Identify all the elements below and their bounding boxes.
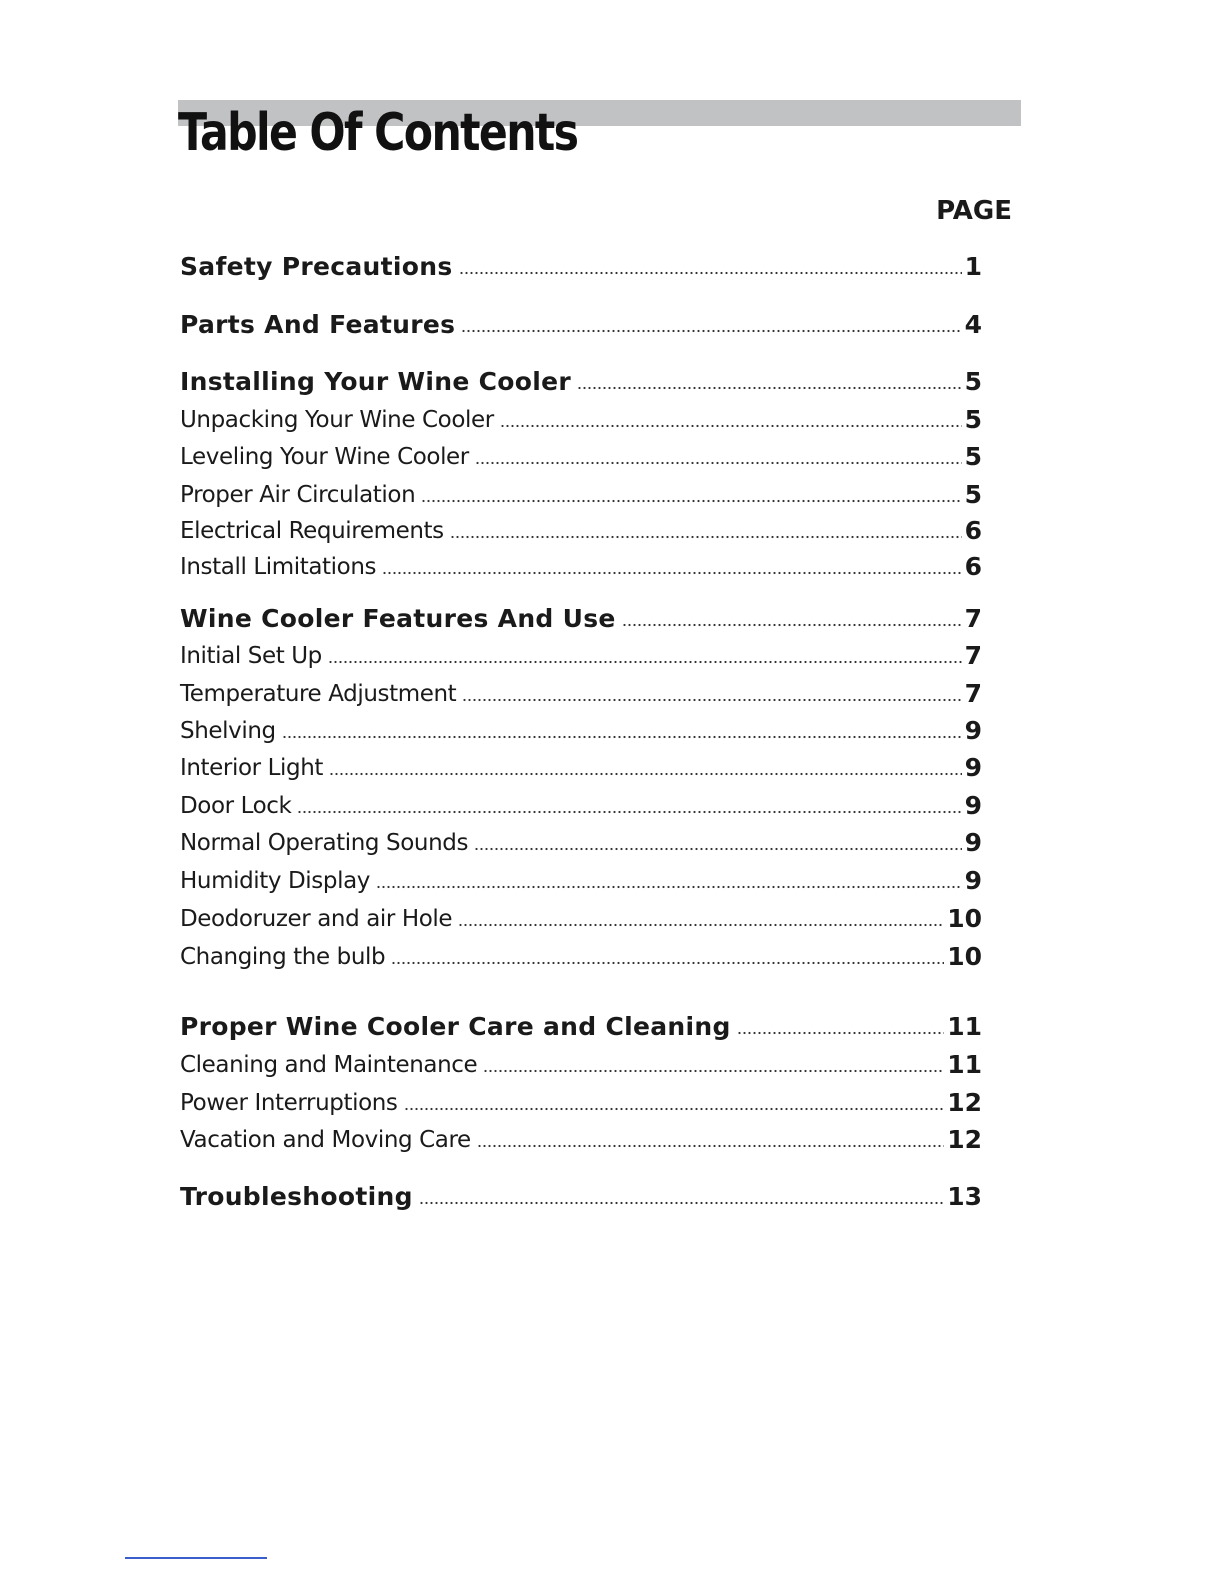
toc-entry-page-number: 12 [947,1125,982,1154]
toc-entry-page-number: 9 [964,716,982,745]
dot-leader [459,271,962,275]
toc-entry-label: Electrical Requirements [180,518,444,544]
toc-entry-proper-wine-cooler-care-and-cleaning[interactable] [180,1011,982,1043]
toc-entry-changing-the-bulb[interactable] [180,941,982,973]
dot-leader [328,660,962,664]
dot-leader [282,735,962,739]
toc-entry-label: Interior Light [180,755,324,781]
toc-entry-page-number: 6 [964,552,982,581]
toc-entry-page-number: 9 [964,753,982,782]
toc-entry-troubleshooting[interactable] [180,1181,982,1213]
toc-entry-normal-operating-sounds[interactable] [180,827,982,859]
page-column-header: PAGE [936,196,1012,226]
toc-entry-unpacking-your-wine-cooler[interactable] [180,404,982,436]
dot-leader [419,1201,944,1205]
toc-entry-label: Leveling Your Wine Cooler [180,444,469,470]
toc-entry-temperature-adjustment[interactable] [180,678,982,710]
toc-entry-page-number: 4 [964,310,982,339]
toc-entry-parts-and-features[interactable] [180,309,982,341]
toc-entry-vacation-and-moving-care[interactable] [180,1124,982,1156]
toc-entry-cleaning-and-maintenance[interactable] [180,1049,982,1081]
toc-entry-label: Troubleshooting [180,1182,413,1211]
toc-entry-label: Shelving [180,718,276,744]
dot-leader [391,961,944,965]
dot-leader [376,885,962,889]
toc-entry-page-number: 9 [964,791,982,820]
dot-leader [462,698,961,702]
toc-entry-electrical-requirements[interactable] [180,515,982,547]
toc-entry-label: Wine Cooler Features And Use [180,604,616,633]
dot-leader [474,847,962,851]
toc-entry-label: Safety Precautions [180,252,453,281]
toc-entry-label: Install Limitations [180,554,377,580]
toc-entry-label: Deodoruzer and air Hole [180,906,453,932]
toc-entry-label: Unpacking Your Wine Cooler [180,407,494,433]
toc-entry-page-number: 5 [964,367,982,396]
toc-entry-label: Installing Your Wine Cooler [180,367,571,396]
toc-entry-label: Normal Operating Sounds [180,830,469,856]
dot-leader [461,329,961,333]
toc-entry-page-number: 13 [947,1182,982,1211]
toc-entry-deodoruzer-and-air-hole[interactable] [180,903,982,935]
toc-entry-label: Vacation and Moving Care [180,1127,471,1153]
toc-entry-leveling-your-wine-cooler[interactable] [180,441,982,473]
toc-entry-page-number: 11 [947,1012,982,1041]
toc-entry-label: Parts And Features [180,310,456,339]
toc-entry-label: Changing the bulb [180,944,386,970]
toc-entry-page-number: 5 [964,442,982,471]
dot-leader [477,1144,944,1148]
dot-leader [483,1069,944,1073]
toc-entry-label: Power Interruptions [180,1090,398,1116]
toc-entry-shelving[interactable] [180,715,982,747]
toc-entry-page-number: 12 [947,1088,982,1117]
toc-entry-label: Humidity Display [180,868,370,894]
toc-entry-label: Cleaning and Maintenance [180,1052,478,1078]
toc-entry-label: Initial Set Up [180,643,322,669]
toc-entry-page-number: 10 [947,942,982,971]
toc-entry-door-lock[interactable] [180,790,982,822]
page-title: Table Of Contents [178,103,578,163]
toc-entry-label: Temperature Adjustment [180,681,457,707]
toc-entry-page-number: 1 [964,252,982,281]
toc-entry-interior-light[interactable] [180,752,982,784]
toc-entry-page-number: 7 [964,641,982,670]
toc-entry-page-number: 9 [964,866,982,895]
dot-leader [382,571,961,575]
bottom-rule [125,1557,267,1559]
toc-entry-page-number: 5 [964,405,982,434]
dot-leader [737,1031,945,1035]
toc-entry-page-number: 11 [947,1050,982,1079]
toc-entry-label: Proper Air Circulation [180,482,416,508]
dot-leader [475,461,962,465]
toc-entry-page-number: 5 [964,480,982,509]
toc-entry-page-number: 10 [947,904,982,933]
dot-leader [297,810,961,814]
toc-entry-wine-cooler-features-and-use[interactable] [180,603,982,635]
dot-leader [404,1107,945,1111]
toc-entry-page-number: 7 [964,604,982,633]
toc-entry-label: Door Lock [180,793,292,819]
toc-entry-page-number: 9 [964,828,982,857]
dot-leader [500,424,962,428]
dot-leader [329,772,962,776]
dot-leader [450,535,962,539]
toc-entry-installing-your-wine-cooler[interactable] [180,366,982,398]
toc-entry-install-limitations[interactable] [180,551,982,583]
dot-leader [577,386,962,390]
toc-entry-power-interruptions[interactable] [180,1087,982,1119]
dot-leader [622,623,962,627]
dot-leader [421,499,961,503]
toc-entry-page-number: 7 [964,679,982,708]
toc-entry-label: Proper Wine Cooler Care and Cleaning [180,1012,731,1041]
toc-entry-safety-precautions[interactable] [180,251,982,283]
toc-entry-humidity-display[interactable] [180,865,982,897]
dot-leader [458,923,944,927]
toc-entry-initial-set-up[interactable] [180,640,982,672]
toc-entry-page-number: 6 [964,516,982,545]
toc-entry-proper-air-circulation[interactable] [180,479,982,511]
